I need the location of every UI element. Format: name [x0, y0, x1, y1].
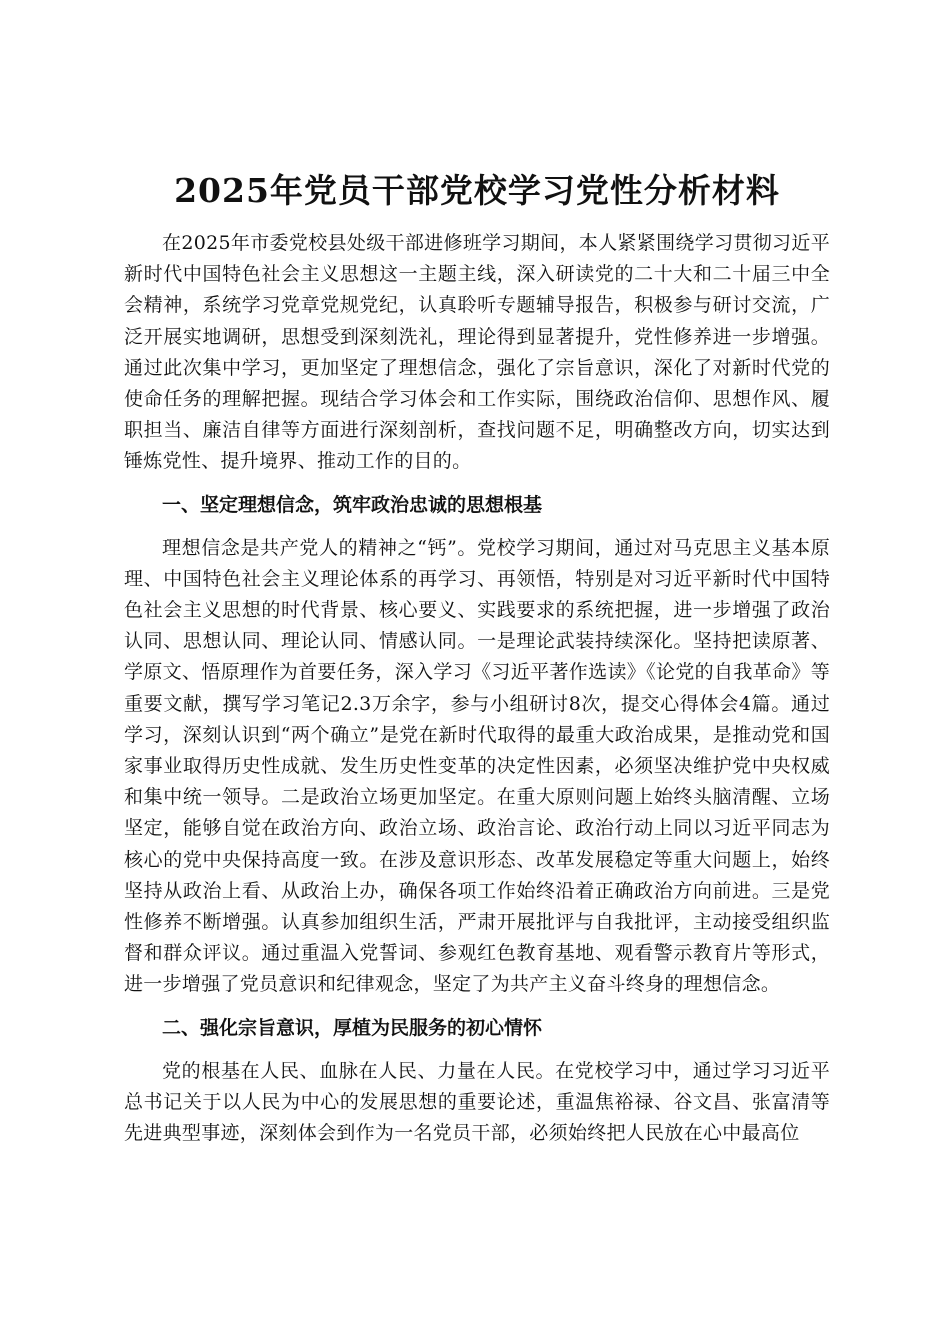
section-heading: 一、坚定理想信念，筑牢政治忠诚的思想根基 — [162, 493, 543, 516]
section-paragraph: 理想信念是共产党人的精神之“钙”。党校学习期间，通过对马克思主义基本原理、中国特色社会主义理论体系的再学习、再领悟，特别是对习近平新时代中国特色社会主义思想的时代背景、核心要义、实践要求的系统把握，进一步增强了政治认同、思想认同、理论认同、情感认同。一是理论武装持续深化。坚持把读原著、学原文、悟原理作为首要任务，深入学习《习近平著作选读》《论党的自我革命》等重要文献，撰写学习笔记2.3万余字，参与小组研讨8次，提交心得体会4篇。通过学习，深刻认识到“两个确立”是党在新时代取得的最重大政治成果，是推动党和国家事业取得历史性成就、发生历史性变革的决定性因素，必须坚决维护党中央权威和集中统一领导。二是政治立场更加坚定。在重大原则问题上始终头脑清醒、立场坚定，能够自觉在政治方向、政治立场、政治言论、政治行动上同以习近平同志为核心的党中央保持高度一致。在涉及意识形态、改革发展稳定等重大问题上，始终坚持从政治上看、从政治上办，确保各项工作始终沿着正确政治方向前进。三是党性修养不断增强。认真参加组织生活，严肃开展批评与自我批评，主动接受组织监督和群众评议。通过重温入党誓词、参观红色教育基地、观看警示教育片等形式，进一步增强了党员意识和纪律观念，坚定了为共产主义奋斗终身的理想信念。 — [124, 536, 830, 996]
intro-paragraph: 在2025年市委党校县处级干部进修班学习期间，本人紧紧围绕学习贯彻习近平新时代中国特色社会主义思想这一主题主线，深入研读党的二十大和二十届三中全会精神，系统学习党章党规党纪，认真聆听专题辅导报告，积极参与研讨交流，广泛开展实地调研，思想受到深刻洗礼，理论得到显著提升，党性修养进一步增强。通过此次集中学习，更加坚定了理想信念，强化了宗旨意识，深化了对新时代党的使命任务的理解把握。现结合学习体会和工作实际，围绕政治信仰、思想作风、履职担当、廉洁自律等方面进行深刻剖析，查找问题不足，明确整改方向，切实达到锤炼党性、提升境界、推动工作的目的。 — [124, 232, 830, 473]
section-heading: 二、强化宗旨意识，厚植为民服务的初心情怀 — [162, 1016, 543, 1039]
section-2 — [124, 1013, 830, 1150]
document-title: 2025年党员干部党校学习党性分析材料 — [174, 171, 780, 210]
section-1 — [124, 490, 830, 1001]
section-paragraph: 党的根基在人民、血脉在人民、力量在人民。在党校学习中，通过学习习近平总书记关于以人民为中心的发展思想的重要论述，重温焦裕禄、谷文昌、张富清等先进典型事迹，深刻体会到作为一名党员干部，必须始终把人民放在心中最高位 — [124, 1059, 830, 1145]
